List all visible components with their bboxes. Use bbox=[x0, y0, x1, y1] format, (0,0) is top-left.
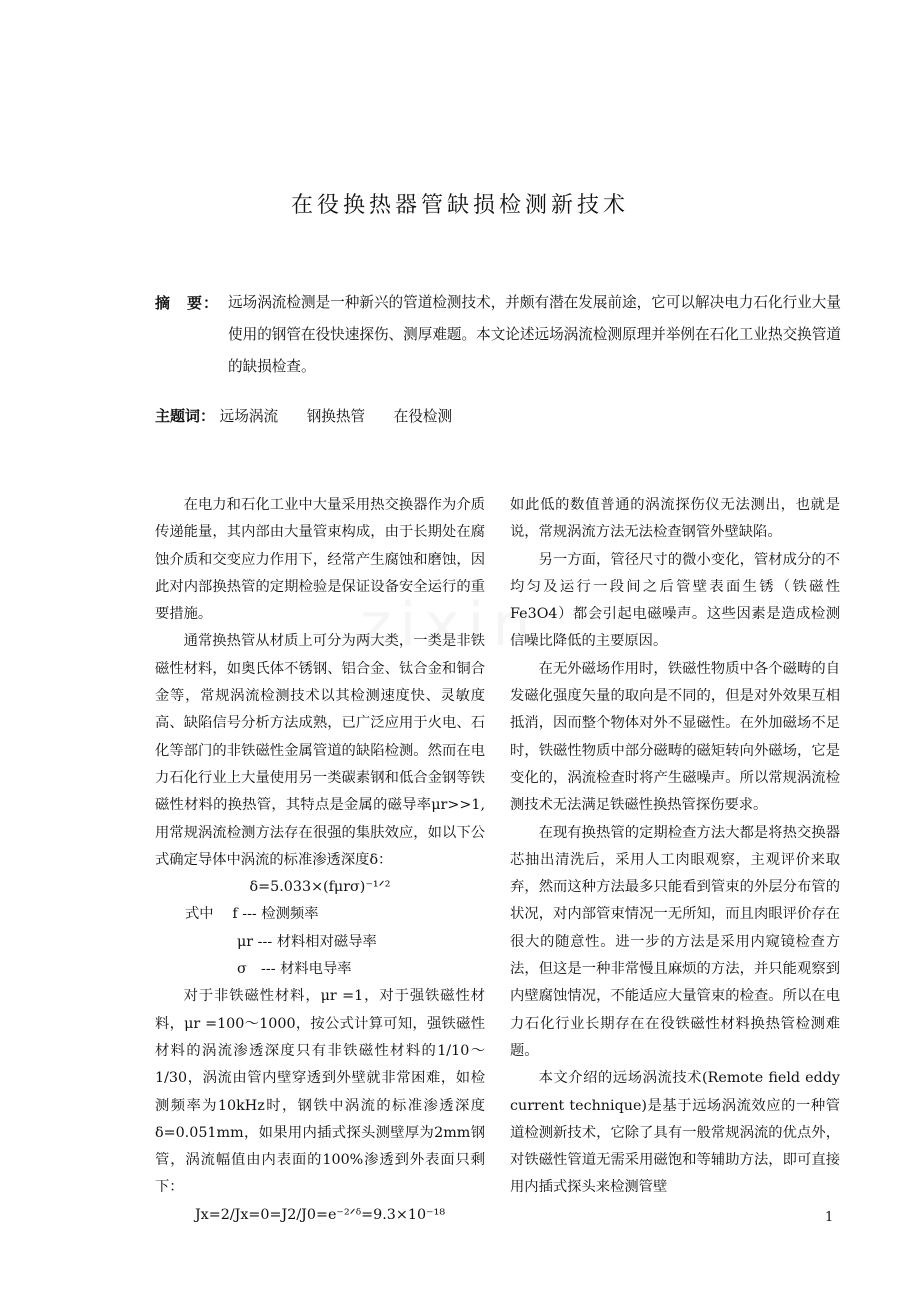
definition-mu: μr --- 材料相对磁导率 bbox=[237, 933, 377, 950]
definition-sigma: σ --- 材料电导率 bbox=[237, 961, 352, 978]
page-number: 1 bbox=[825, 1210, 834, 1225]
paper-title: 在役换热器管缺损检测新技术 bbox=[290, 193, 629, 218]
paragraph: 对于非铁磁性材料，μr =1，对于强铁磁性材料，μr =100～1000，按公式计算可知，强铁磁性材料的涡流渗透深度只有非铁磁性材料的1/10～1/30，涡流由管内壁穿透到外壁就非常困难，如检测频率为10kHz时，钢铁中涡流的标准渗透深度δ=0.051mm，如果用内插式探头测壁厚为2mm钢管，涡流幅值由内表面的100%渗透到外表面只剩下： bbox=[155, 988, 485, 1196]
paragraph: 在电力和石化工业中大量采用热交换器作为介质传递能量，其内部由大量管束构成，由于长期处在腐蚀介质和交变应力作用下，经常产生腐蚀和磨蚀，因此对内部换热管的定期检验是保证设备安全运行的重要措施。 bbox=[155, 497, 485, 623]
formula-attenuation: Jx=2/Jx=0=J2/J0=e⁻²ᐟᵟ=9.3×10⁻¹⁸ bbox=[194, 1206, 446, 1223]
paragraph: 通常换热管从材质上可分为两大类，一类是非铁磁性材料，如奥氏体不锈钢、铝合金、钛合金和铜合金等，常规涡流检测技术以其检测速度快、灵敏度高、缺陷信号分析方法成熟，已广泛应用于火电、石化等部门的非铁磁性金属管道的缺陷检测。然而在电力石化行业上大量使用另一类碳素钢和低合金钢等铁磁性材料的换热管，其特点是金属的磁导率μr>>1,用常规涡流检测方法存在很强的集肤效应，如以下公式确定导体中涡流的标准渗透深度δ： bbox=[155, 633, 485, 868]
formula-penetration-depth: δ=5.033×(fμrσ)⁻¹ᐟ² bbox=[249, 879, 391, 896]
keywords-label: 主题词： bbox=[155, 407, 216, 425]
paragraph: 如此低的数值普通的涡流探伤仪无法测出，也就是说，常规涡流方法无法检查钢管外壁缺陷。 bbox=[510, 497, 840, 541]
paragraph: 在无外磁场作用时，铁磁性物质中各个磁畴的自发磁化强度矢量的取向是不同的，但是对外效果互相抵消，因而整个物体对外不显磁性。在外加磁场不足时，铁磁性物质中部分磁畴的磁矩转向外磁场，它是变化的，涡流检查时将产生磁噪声。所以常规涡流检测技术无法满足铁磁性换热管探伤要求。 bbox=[510, 660, 840, 814]
keyword-3: 在役检测 bbox=[393, 408, 453, 425]
keyword-2: 钢换热管 bbox=[306, 408, 366, 425]
left-column bbox=[155, 492, 485, 1229]
definition-f: 式中 f --- 检测频率 bbox=[185, 906, 319, 923]
keywords bbox=[155, 405, 855, 426]
keyword-1: 远场涡流 bbox=[219, 408, 279, 425]
abstract bbox=[155, 287, 845, 383]
paragraph: 在现有换热管的定期检查方法大都是将热交换器芯抽出清洗后，采用人工肉眼观察，主观评价来取弃，然而这种方法最多只能看到管束的外层分布管的状况，对内部管束情况一无所知，而且肉眼评价存在很大的随意性。进一步的方法是采用内窥镜检查方法，但这是一种非常慢且麻烦的方法，并只能观察到内壁腐蚀情况，不能适应大量管束的检查。所以在电力石化行业长期存在在役铁磁性材料换热管检测难题。 bbox=[510, 824, 840, 1059]
paragraph: 另一方面，管径尺寸的微小变化，管材成分的不均匀及运行一段间之后管壁表面生锈（铁磁性 Fe3O4）都会引起电磁噪声。这些因素是造成检测信噪比降低的主要原因。 bbox=[510, 551, 840, 650]
right-column bbox=[510, 492, 840, 1202]
paragraph: 本文介绍的远场涡流技术(Remote field eddy current technique)是基于远场涡流效应的一种管道检测新技术，它除了具有一般常规涡流的优点外，对铁磁性管道无需采用磁饱和等辅助方法，即可直接用内插式探头来检测管壁 bbox=[510, 1070, 840, 1196]
abstract-text: 远场涡流检测是一种新兴的管道检测技术，并颇有潜在发展前途，它可以解决电力石化行业大量使用的钢管在役快速探伤、测厚难题。本文论述远场涡流检测原理并举例在石化工业热交换管道的缺损检查。 bbox=[228, 294, 841, 375]
abstract-label: 摘 要： bbox=[155, 294, 220, 312]
